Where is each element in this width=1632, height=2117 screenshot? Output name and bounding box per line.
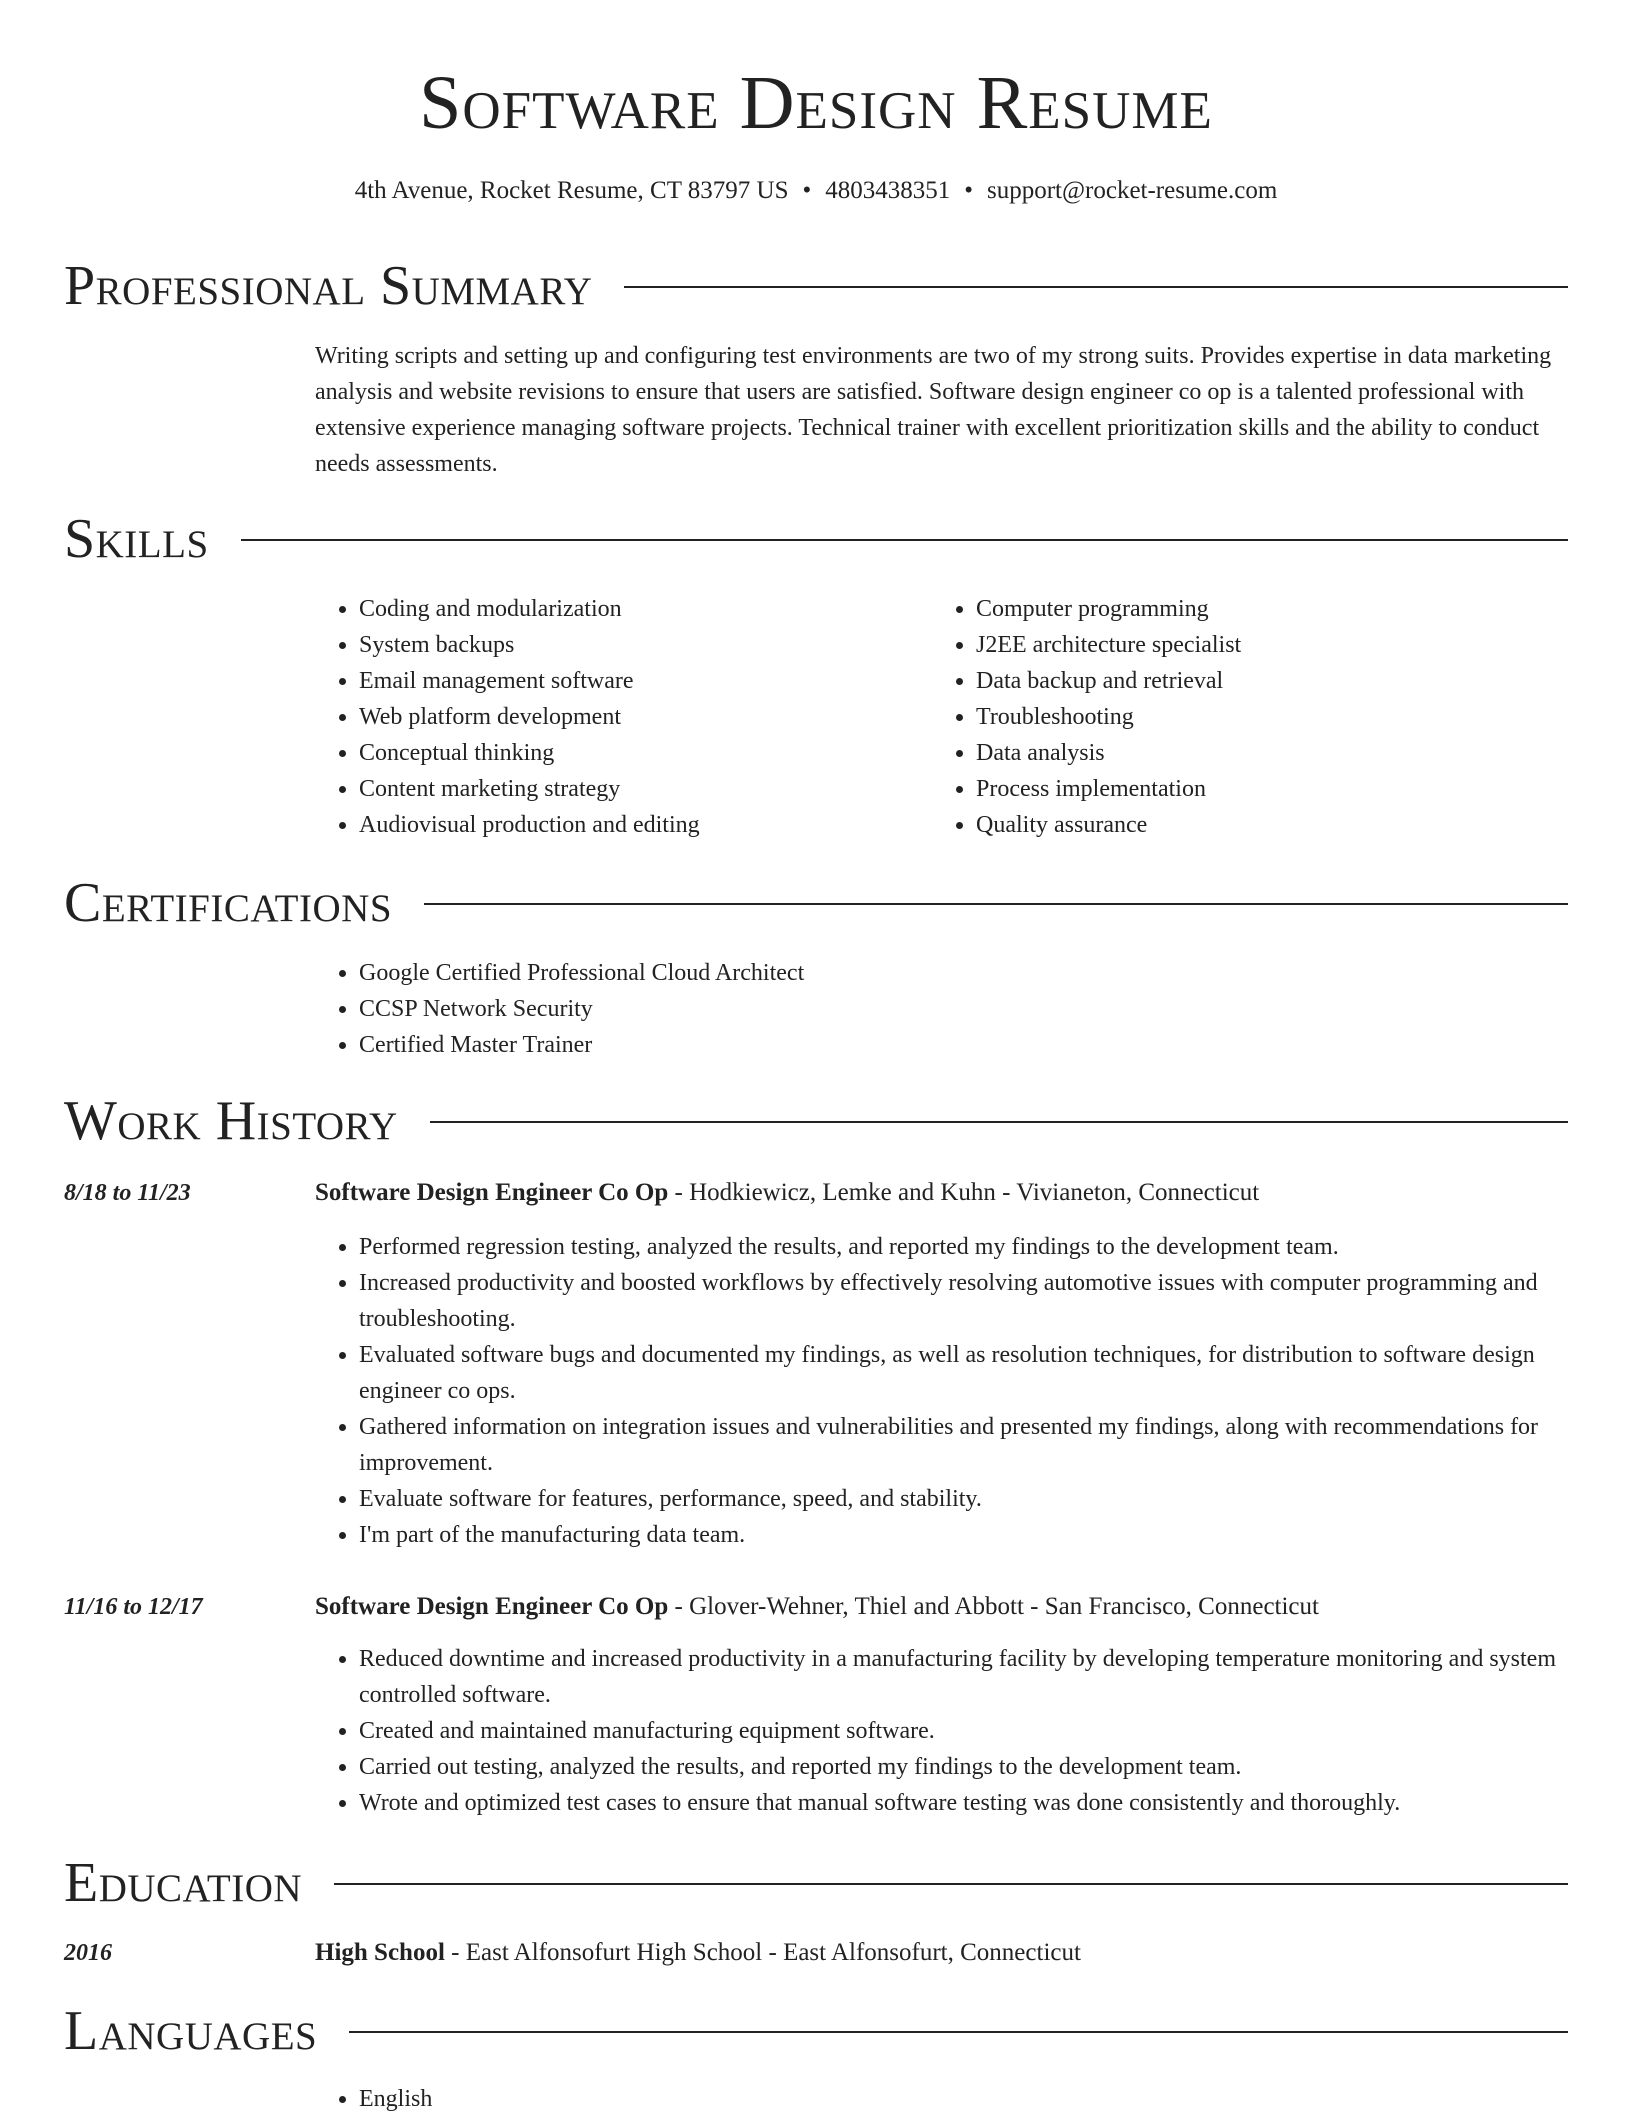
job-company-location: - Hodkiewicz, Lemke and Kuhn - Vivianeton, Connecticut: [668, 1179, 1260, 1206]
section-divider: [430, 1121, 1568, 1123]
skill-item: • Data backup and retrieval: [976, 663, 1549, 699]
languages-title: Languages: [64, 2000, 318, 2062]
education-year: 2016: [64, 1940, 112, 1966]
job-heading: [315, 1175, 1568, 1211]
skill-item: • Audiovisual production and editing: [359, 807, 932, 843]
job-role: Software Design Engineer Co Op: [315, 1593, 669, 1620]
skill-item: • Data analysis: [976, 735, 1549, 771]
job-heading: [315, 1589, 1568, 1625]
skills-title: Skills: [64, 508, 209, 570]
skill-item: • Computer programming: [976, 591, 1549, 627]
section-divider: [241, 539, 1568, 541]
section-divider: [624, 286, 1568, 288]
skills-column-left: [315, 591, 932, 843]
work-history-section-header: [64, 1086, 1568, 1156]
job-role: Software Design Engineer Co Op: [315, 1179, 669, 1206]
certifications-list: [315, 955, 1568, 1063]
skill-item: • Quality assurance: [976, 807, 1549, 843]
education-title: Education: [64, 1852, 303, 1914]
job-bullets: [315, 1229, 1568, 1553]
section-divider: [424, 903, 1568, 905]
section-divider: [334, 1883, 1568, 1885]
job-company-location: - Glover-Wehner, Thiel and Abbott - San Francisco, Connecticut: [668, 1593, 1319, 1620]
languages-section-header: [64, 1996, 1568, 2066]
contact-separator: •: [964, 177, 973, 204]
skill-item: • Troubleshooting: [976, 699, 1549, 735]
summary-section-header: [64, 251, 1568, 321]
skills-list: [315, 591, 1565, 843]
job-bullet: • I'm part of the manufacturing data team.: [359, 1517, 1568, 1553]
certification-item: • Google Certified Professional Cloud Architect: [359, 955, 1568, 991]
education-degree: High School: [315, 1939, 445, 1966]
skill-item: • Web platform development: [359, 699, 932, 735]
skills-section-header: [64, 504, 1568, 574]
summary-title: Professional Summary: [64, 255, 593, 317]
education-school-location: - East Alfonsofurt High School - East Alfonsofurt, Connecticut: [444, 1939, 1081, 1966]
skill-item: • Email management software: [359, 663, 932, 699]
skill-item: • Content marketing strategy: [359, 771, 932, 807]
contact-email: support@rocket-resume.com: [987, 177, 1278, 204]
resume-name: Software Design Resume: [419, 61, 1213, 145]
contact-line: [0, 174, 1632, 208]
job-bullet: • Reduced downtime and increased productivity in a manufacturing facility by developing temperature monitoring and system controlled software.: [359, 1641, 1568, 1713]
skills-column-right: [932, 591, 1549, 843]
certification-item: • Certified Master Trainer: [359, 1027, 1568, 1063]
job-bullet: • Gathered information on integration issues and vulnerabilities and presented my findings, along with recommendations for improvement.: [359, 1409, 1568, 1481]
contact-address: 4th Avenue, Rocket Resume, CT 83797 US: [354, 177, 789, 204]
job-bullet: • Evaluated software bugs and documented my findings, as well as resolution techniques, for distribution to software design engineer co ops.: [359, 1337, 1568, 1409]
skill-item: • Process implementation: [976, 771, 1549, 807]
certifications-title: Certifications: [64, 872, 393, 934]
job-bullet: • Created and maintained manufacturing equipment software.: [359, 1713, 1568, 1749]
education-entry: [315, 1935, 1568, 1971]
job-bullet: • Carried out testing, analyzed the results, and reported my findings to the development team.: [359, 1749, 1568, 1785]
skill-item: • Conceptual thinking: [359, 735, 932, 771]
contact-separator: •: [802, 177, 812, 204]
certification-item: • CCSP Network Security: [359, 991, 1568, 1027]
certifications-section-header: [64, 868, 1568, 938]
education-section-header: [64, 1848, 1568, 1918]
section-divider: [349, 2031, 1568, 2033]
skill-item: • J2EE architecture specialist: [976, 627, 1549, 663]
skill-item: • System backups: [359, 627, 932, 663]
language-item: • English: [359, 2081, 1568, 2117]
job-bullet: • Evaluate software for features, performance, speed, and stability.: [359, 1481, 1568, 1517]
job-bullets: [315, 1641, 1568, 1821]
skill-item: • Coding and modularization: [359, 591, 932, 627]
job-bullet: • Performed regression testing, analyzed the results, and reported my findings to the development team.: [359, 1229, 1568, 1265]
job-dates: 8/18 to 11/23: [64, 1180, 191, 1206]
contact-phone: 4803438351: [825, 177, 951, 204]
work-history-title: Work History: [64, 1090, 398, 1152]
summary-text: Writing scripts and setting up and configuring test environments are two of my strong suits. Provides expertise in data marketing analysis and website revisions to ensure that users are satisfied. Software design engineer co op is a talented professional with extensive experience managing software projects. Technical trainer with excellent prioritization skills and the ability to conduct needs assessments.: [315, 343, 1552, 477]
job-dates: 11/16 to 12/17: [64, 1594, 203, 1620]
job-bullet: • Increased productivity and boosted workflows by effectively resolving automotive issues with computer programming and troubleshooting.: [359, 1265, 1568, 1337]
job-bullet: • Wrote and optimized test cases to ensure that manual software testing was done consistently and thoroughly.: [359, 1785, 1568, 1821]
